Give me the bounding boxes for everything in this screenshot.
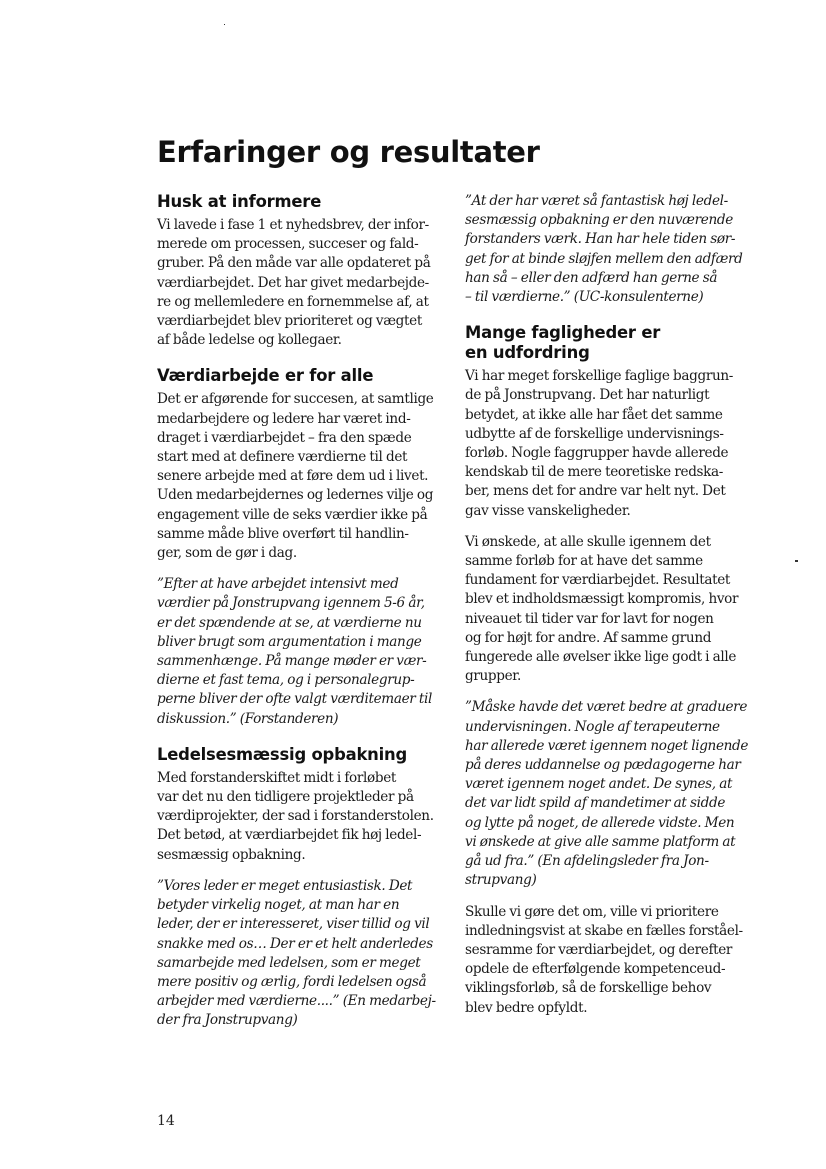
body-paragraph <box>465 903 757 1018</box>
text-line: var det nu den tidligere projektleder på <box>157 789 414 806</box>
text-line: get for at binde sløjfen mellem den adfærd <box>465 250 743 267</box>
text-line: værdier på Jonstrupvang igennem 5-6 år, <box>157 595 425 612</box>
text-line: Det betød, at værdiarbejdet fik høj ledel- <box>157 827 422 844</box>
text-line: blev bedre opfyldt. <box>465 999 588 1016</box>
section-mange-fagligheder <box>465 323 757 1018</box>
text-line: af både ledelse og kollegaer. <box>157 332 342 349</box>
quote-forstanderen <box>157 575 449 729</box>
text-line: viklingsforløb, så de forskellige behov <box>465 980 712 997</box>
body-paragraph <box>157 390 449 563</box>
section-ledelsesmaessig-opbakning <box>157 745 449 1031</box>
text-line: har allerede været igennem noget lignende <box>465 737 749 754</box>
text-line: – til værdierne.” (UC-konsulenterne) <box>465 289 704 306</box>
quote-uc-konsulenterne <box>465 192 757 307</box>
text-line: ”Vores leder er meget entusiastisk. Det <box>157 877 413 894</box>
page-number: 14 <box>157 1113 175 1129</box>
text-line: ber, mens det for andre var helt nyt. Det <box>465 483 726 500</box>
text-line: diskussion.” (Forstanderen) <box>157 710 339 727</box>
text-line: medarbejdere og ledere har været ind- <box>157 410 411 427</box>
text-line: Skulle vi gøre det om, ville vi prioritere <box>465 903 719 920</box>
body-paragraph <box>465 367 757 521</box>
text-line: engagement ville de seks værdier ikke på <box>157 506 428 523</box>
text-line: sesramme for værdiarbejdet, og derefter <box>465 941 733 958</box>
text-line: grupper. <box>465 668 521 685</box>
text-line: Uden medarbejdernes og ledernes vilje og <box>157 487 434 504</box>
text-line: betydet, at ikke alle har fået det samme <box>465 406 723 423</box>
text-line: han så – eller den adfærd han gerne så <box>465 269 718 286</box>
text-line: mere positiv og ærlig, fordi ledelsen også <box>157 973 427 990</box>
text-line: været igennem noget andet. De synes, at <box>465 776 733 793</box>
text-line: forstanders værk. Han har hele tiden sør- <box>465 231 736 248</box>
text-line: værdiprojekter, der sad i forstanderstolen. <box>157 808 434 825</box>
text-line: kendskab til de mere teoretiske redska- <box>465 464 724 481</box>
text-line: Det er afgørende for succesen, at samtlige <box>157 391 434 408</box>
text-line: fungerede alle øvelser ikke lige godt i alle <box>465 649 737 666</box>
text-line: ”Måske havde det været bedre at graduere <box>465 699 748 716</box>
text-line: strupvang) <box>465 872 537 889</box>
text-line: merede om processen, succeser og fald- <box>157 236 419 253</box>
section-heading: Ledelsesmæssig opbakning <box>157 744 408 764</box>
text-line: forløb. Nogle faggrupper havde allerede <box>465 445 729 462</box>
heading-line: en udfordring <box>465 343 590 363</box>
body-paragraph <box>465 533 757 687</box>
text-line: bliver brugt som argumentation i mange <box>157 633 422 650</box>
text-line: senere arbejde med at føre dem ud i livet. <box>157 468 429 485</box>
section-husk-at-informere <box>157 192 449 350</box>
text-line: re og mellemledere en fornemmelse af, at <box>157 293 429 310</box>
text-line: Vi ønskede, at alle skulle igennem det <box>465 533 711 550</box>
section-heading: Værdiarbejde er for alle <box>157 366 374 386</box>
text-line: dierne et fast tema, og i personalegrup- <box>157 672 415 689</box>
text-line: indledningsvist at skabe en fælles forståel- <box>465 922 743 939</box>
text-line: niveauet til tider var for lavt for nogen <box>465 610 714 627</box>
text-line: snakke med os… Der er et helt anderledes <box>157 935 433 952</box>
text-line: udbytte af de forskellige undervisnings- <box>465 425 724 442</box>
text-line: gruber. På den måde var alle opdateret på <box>157 255 431 272</box>
body-paragraph <box>157 769 449 865</box>
text-line: leder, der er interesseret, viser tillid og vil <box>157 916 430 933</box>
body-paragraph <box>157 216 449 350</box>
section-vaerdiarbejde-er-for-alle <box>157 366 449 728</box>
text-line: ”Efter at have arbejdet intensivt med <box>157 576 399 593</box>
left-column <box>157 192 449 1031</box>
text-line: fundament for værdiarbejdet. Resultatet <box>465 572 731 589</box>
text-line: gav visse vanskeligheder. <box>465 502 631 519</box>
text-line: undervisningen. Nogle af terapeuterne <box>465 718 720 735</box>
text-line: samarbejde med ledelsen, som er meget <box>157 954 421 971</box>
text-line: er det spændende at se, at værdierne nu <box>157 614 422 631</box>
text-line: sammenhænge. På mange møder er vær- <box>157 653 427 670</box>
text-line: ger, som de gør i dag. <box>157 545 297 562</box>
text-line: gå ud fra.” (En afdelingsleder fra Jon- <box>465 853 709 870</box>
scan-speck <box>224 24 225 25</box>
text-line: der fra Jonstrupvang) <box>157 1012 298 1029</box>
text-line: og for højt for andre. Af samme grund <box>465 629 712 646</box>
text-line: start med at definere værdierne til det <box>157 449 408 466</box>
text-line: sesmæssig opbakning er den nuværende <box>465 212 733 229</box>
text-line: ”At der har været så fantastisk høj ledel- <box>465 193 728 209</box>
text-line: draget i værdiarbejdet – fra den spæde <box>157 429 412 446</box>
text-line: sesmæssig opbakning. <box>157 846 306 863</box>
text-line: på deres uddannelse og pædagogerne har <box>465 757 741 774</box>
text-line: arbejder med værdierne....” (En medarbej- <box>157 993 436 1010</box>
text-line: samme forløb for at have det samme <box>465 553 703 570</box>
text-line: de på Jonstrupvang. Det har naturligt <box>465 387 710 404</box>
quote-afdelingsleder <box>465 698 757 890</box>
text-line: samme måde blive overført til handlin- <box>157 525 409 542</box>
text-line: Vi lavede i fase 1 et nyhedsbrev, der infor- <box>157 217 429 233</box>
text-line: værdiarbejdet. Det har givet medarbejde- <box>157 274 429 291</box>
text-line: blev et indholdsmæssigt kompromis, hvor <box>465 591 739 608</box>
text-line: Vi har meget forskellige faglige baggrun- <box>465 368 734 385</box>
text-line: Med forstanderskiftet midt i forløbet <box>157 769 397 786</box>
section-heading <box>465 323 757 363</box>
scan-speck <box>795 560 798 562</box>
text-line: betyder virkelig noget, at man har en <box>157 897 400 914</box>
section-heading: Husk at informere <box>157 192 322 211</box>
text-line: værdiarbejdet blev prioriteret og vægtet <box>157 313 422 330</box>
text-line: opdele de efterfølgende kompetenceud- <box>465 961 726 978</box>
text-line: perne bliver der ofte valgt værditemaer til <box>157 691 433 708</box>
page-title: Erfaringer og resultater <box>157 135 540 169</box>
heading-line: Mange fagligheder er <box>465 323 661 343</box>
quote-medarbejder <box>157 877 449 1031</box>
text-line: vi ønskede at give alle samme platform at <box>465 833 736 850</box>
right-column <box>465 192 757 1018</box>
text-line: det var lidt spild af mandetimer at sidde <box>465 795 726 812</box>
text-line: og lytte på noget, de allerede vidste. Men <box>465 814 735 831</box>
